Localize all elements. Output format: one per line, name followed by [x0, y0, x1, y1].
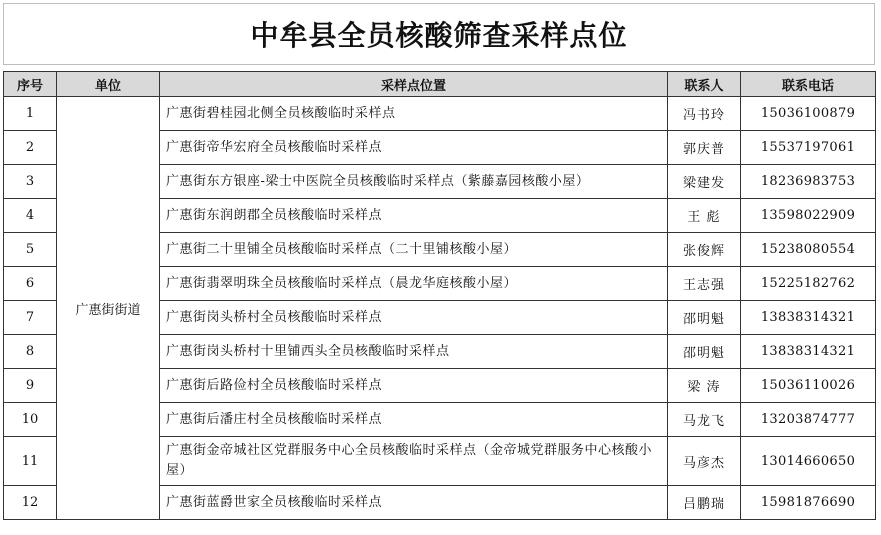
row-location: 广惠街金帝城社区党群服务中心全员核酸临时采样点（金帝城党群服务中心核酸小屋） [160, 437, 668, 486]
row-location: 广惠街后潘庄村全员核酸临时采样点 [160, 403, 668, 437]
row-no: 1 [4, 97, 57, 131]
row-phone: 15537197061 [741, 131, 876, 165]
row-location: 广惠街翡翠明珠全员核酸临时采样点（晨龙华庭核酸小屋） [160, 267, 668, 301]
row-phone: 13014660650 [741, 437, 876, 486]
row-no: 9 [4, 369, 57, 403]
row-location: 广惠街岗头桥村全员核酸临时采样点 [160, 301, 668, 335]
row-contact: 郭庆普 [668, 131, 741, 165]
header-no: 序号 [4, 72, 57, 97]
row-phone: 15036100879 [741, 97, 876, 131]
row-no: 3 [4, 165, 57, 199]
row-contact: 马彦杰 [668, 437, 741, 486]
row-phone: 13203874777 [741, 403, 876, 437]
row-phone: 15225182762 [741, 267, 876, 301]
row-no: 7 [4, 301, 57, 335]
table-row [4, 97, 876, 131]
row-no: 4 [4, 199, 57, 233]
row-location: 广惠街碧桂园北侧全员核酸临时采样点 [160, 97, 668, 131]
row-no: 11 [4, 437, 57, 486]
row-location: 广惠街帝华宏府全员核酸临时采样点 [160, 131, 668, 165]
row-location: 广惠街东润朗郡全员核酸临时采样点 [160, 199, 668, 233]
row-contact: 梁 涛 [668, 369, 741, 403]
row-phone: 15238080554 [741, 233, 876, 267]
row-location: 广惠街后路俭村全员核酸临时采样点 [160, 369, 668, 403]
row-no: 5 [4, 233, 57, 267]
unit-cell: 广惠街街道 [57, 97, 160, 520]
row-no: 8 [4, 335, 57, 369]
row-location: 广惠街岗头桥村十里铺西头全员核酸临时采样点 [160, 335, 668, 369]
row-no: 12 [4, 486, 57, 520]
row-location: 广惠街蓝爵世家全员核酸临时采样点 [160, 486, 668, 520]
row-location: 广惠街二十里铺全员核酸临时采样点（二十里铺核酸小屋） [160, 233, 668, 267]
sampling-points-table [3, 71, 876, 520]
row-no: 6 [4, 267, 57, 301]
row-contact: 邵明魁 [668, 301, 741, 335]
row-no: 2 [4, 131, 57, 165]
row-phone: 15981876690 [741, 486, 876, 520]
row-contact: 冯书玲 [668, 97, 741, 131]
header-phone: 联系电话 [741, 72, 876, 97]
header-unit: 单位 [57, 72, 160, 97]
header-contact: 联系人 [668, 72, 741, 97]
row-phone: 13838314321 [741, 335, 876, 369]
row-contact: 邵明魁 [668, 335, 741, 369]
row-location: 广惠街东方银座-梁士中医院全员核酸临时采样点（紫藤嘉园核酸小屋） [160, 165, 668, 199]
title-box [3, 3, 875, 65]
row-contact: 王 彪 [668, 199, 741, 233]
page-title: 中牟县全员核酸筛查采样点位 [250, 19, 628, 52]
row-contact: 梁建发 [668, 165, 741, 199]
row-contact: 吕鹏瑞 [668, 486, 741, 520]
row-contact: 张俊辉 [668, 233, 741, 267]
row-phone: 15036110026 [741, 369, 876, 403]
document-sheet [3, 3, 877, 529]
header-location: 采样点位置 [160, 72, 668, 97]
row-contact: 马龙飞 [668, 403, 741, 437]
row-phone: 18236983753 [741, 165, 876, 199]
row-phone: 13838314321 [741, 301, 876, 335]
row-no: 10 [4, 403, 57, 437]
row-contact: 王志强 [668, 267, 741, 301]
table-header-row [4, 72, 876, 97]
row-phone: 13598022909 [741, 199, 876, 233]
